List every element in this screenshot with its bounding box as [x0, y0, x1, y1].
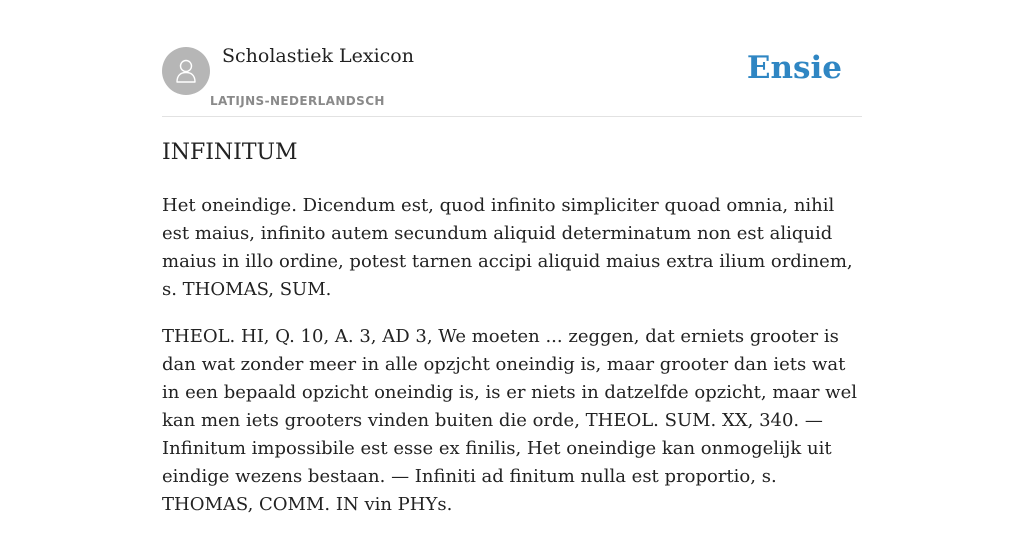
lexicon-title[interactable]: Scholastiek Lexicon [222, 45, 414, 67]
brand-logo[interactable]: Ensie [746, 50, 842, 86]
entry-title: INFINITUM [162, 140, 298, 165]
entry-paragraph: THEOL. HI, Q. 10, A. 3, AD 3, We moeten ... zeggen, dat erniets grooter is dan wat zonder meer in alle opzjcht oneindig is, maar grooter dan iets wat in een bepaald opzicht oneindig is, is er niets in datzelfde opzicht, maar wel kan men iets grooters vinden buiten die orde, THEOL. SUM. XX, 340. — Infinitum impossibile est esse ex finilis, Het oneindige kan onmogelijk uit eindige wezens bestaan. — Infiniti ad finitum nulla est proportio, s. THOMAS, COMM. IN vin PHYs. [162, 326, 857, 515]
user-icon [171, 56, 201, 86]
avatar[interactable] [162, 47, 210, 95]
header [162, 0, 862, 117]
page [162, 0, 862, 515]
entry-paragraph: Het oneindige. Dicendum est, quod infinito simpliciter quoad omnia, nihil est maius, infinito autem secundum aliquid determinatum non est aliquid maius in illo ordine, potest tarnen accipi aliquid maius extra ilium ordinem, s. THOMAS, SUM. [162, 195, 853, 300]
entry-body [162, 192, 862, 538]
lexicon-subtitle: LATIJNS-NEDERLANDSCH [210, 94, 385, 108]
